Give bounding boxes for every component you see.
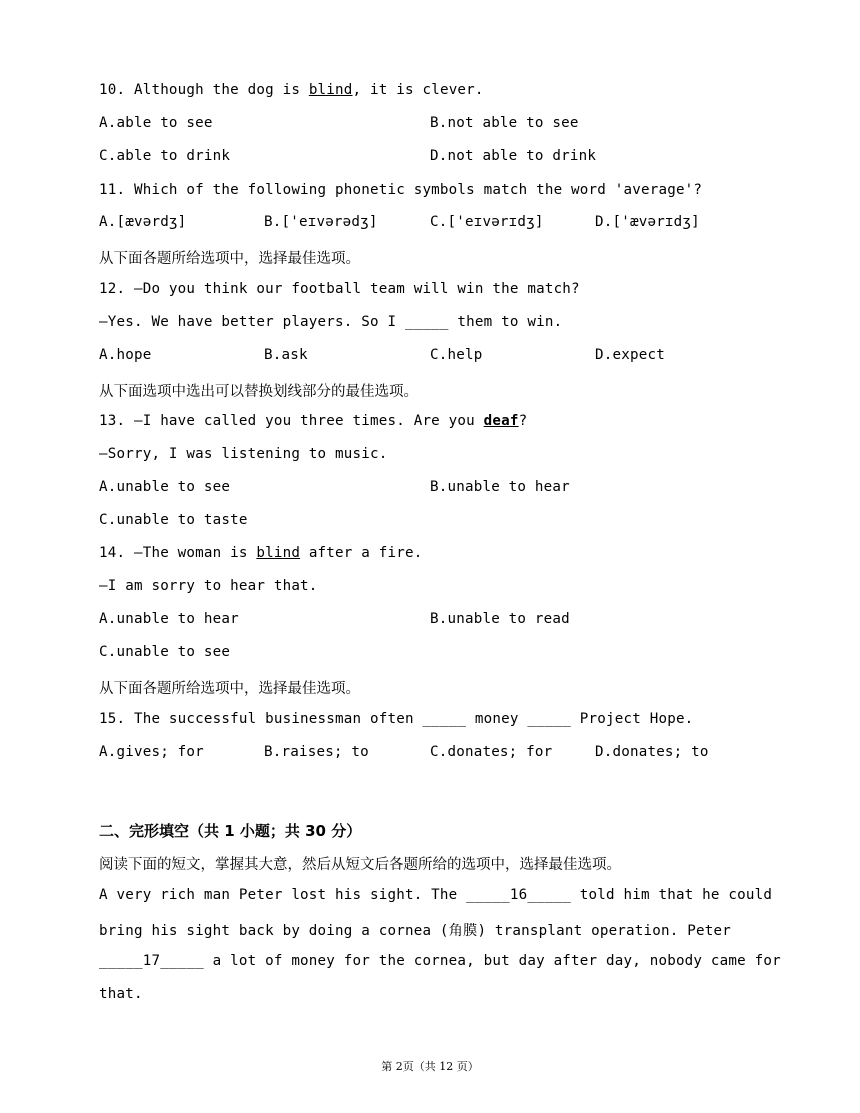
passage-line-4: that. xyxy=(99,986,143,1002)
q13-option-a: A.unable to see xyxy=(99,479,231,495)
q15-option-b: B.raises; to xyxy=(264,744,369,760)
q14-option-b: B.unable to read xyxy=(430,611,570,627)
question-10-suffix: , it is clever. xyxy=(352,82,484,98)
section-heading: 二、完形填空（共 1 小题；共 30 分） xyxy=(99,822,362,840)
q10-option-a: A.able to see xyxy=(99,115,213,131)
q11-option-c: C.['eɪvərɪdʒ] xyxy=(430,214,544,230)
page-footer: 第 2页（共 12 页） xyxy=(381,1060,479,1073)
q11-option-b: B.['eɪvərədʒ] xyxy=(264,214,378,230)
question-10 xyxy=(99,82,484,98)
q14-option-c: C.unable to see xyxy=(99,644,231,660)
passage-line-1: A very rich man Peter lost his sight. The _____16_____ told him that he could xyxy=(99,887,773,903)
instruction-replace: 从下面选项中选出可以替换划线部分的最佳选项。 xyxy=(99,384,418,400)
question-14-line2: —I am sorry to hear that. xyxy=(99,578,318,594)
question-14-suffix: after a fire. xyxy=(300,545,423,561)
question-13 xyxy=(99,413,527,429)
question-14-prefix: 14. —The woman is xyxy=(99,545,257,561)
q10-option-d: D.not able to drink xyxy=(430,148,597,164)
passage-line-3: _____17_____ a lot of money for the cornea, but day after day, nobody came for xyxy=(99,953,781,969)
question-10-prefix: 10. Although the dog is xyxy=(99,82,309,98)
instruction-choose: 从下面各题所给选项中，选择最佳选项。 xyxy=(99,251,360,267)
underlined-word: deaf xyxy=(483,413,519,429)
question-15: 15. The successful businessman often _____ money _____ Project Hope. xyxy=(99,711,694,727)
q11-option-a: A.[ævərdʒ] xyxy=(99,214,187,230)
underlined-word: blind xyxy=(256,545,301,561)
q12-option-d: D.expect xyxy=(595,347,665,363)
q10-option-c: C.able to drink xyxy=(99,148,231,164)
instruction-choose-2: 从下面各题所给选项中，选择最佳选项。 xyxy=(99,681,360,697)
q14-option-a: A.unable to hear xyxy=(99,611,239,627)
question-13-prefix: 13. —I have called you three times. Are you xyxy=(99,413,484,429)
question-13-line2: —Sorry, I was listening to music. xyxy=(99,446,388,462)
section-instruction: 阅读下面的短文，掌握其大意，然后从短文后各题所给的选项中，选择最佳选项。 xyxy=(99,857,621,873)
q12-option-c: C.help xyxy=(430,347,483,363)
q13-option-b: B.unable to hear xyxy=(430,479,570,495)
q12-option-b: B.ask xyxy=(264,347,308,363)
q11-option-d: D.['ævərɪdʒ] xyxy=(595,214,700,230)
q15-option-c: C.donates; for xyxy=(430,744,553,760)
q13-option-c: C.unable to taste xyxy=(99,512,248,528)
q15-option-d: D.donates; to xyxy=(595,744,709,760)
passage-line-2: bring his sight back by doing a cornea (角膜) transplant operation. Peter xyxy=(99,923,731,939)
question-13-suffix: ? xyxy=(518,413,528,429)
question-12-line1: 12. —Do you think our football team will win the match? xyxy=(99,281,580,297)
q12-option-a: A.hope xyxy=(99,347,152,363)
question-14 xyxy=(99,545,422,561)
question-12-line2: —Yes. We have better players. So I _____ them to win. xyxy=(99,314,563,330)
q15-option-a: A.gives; for xyxy=(99,744,204,760)
q10-option-b: B.not able to see xyxy=(430,115,579,131)
question-11: 11. Which of the following phonetic symbols match the word 'average'? xyxy=(99,182,703,198)
underlined-word: blind xyxy=(308,82,353,98)
